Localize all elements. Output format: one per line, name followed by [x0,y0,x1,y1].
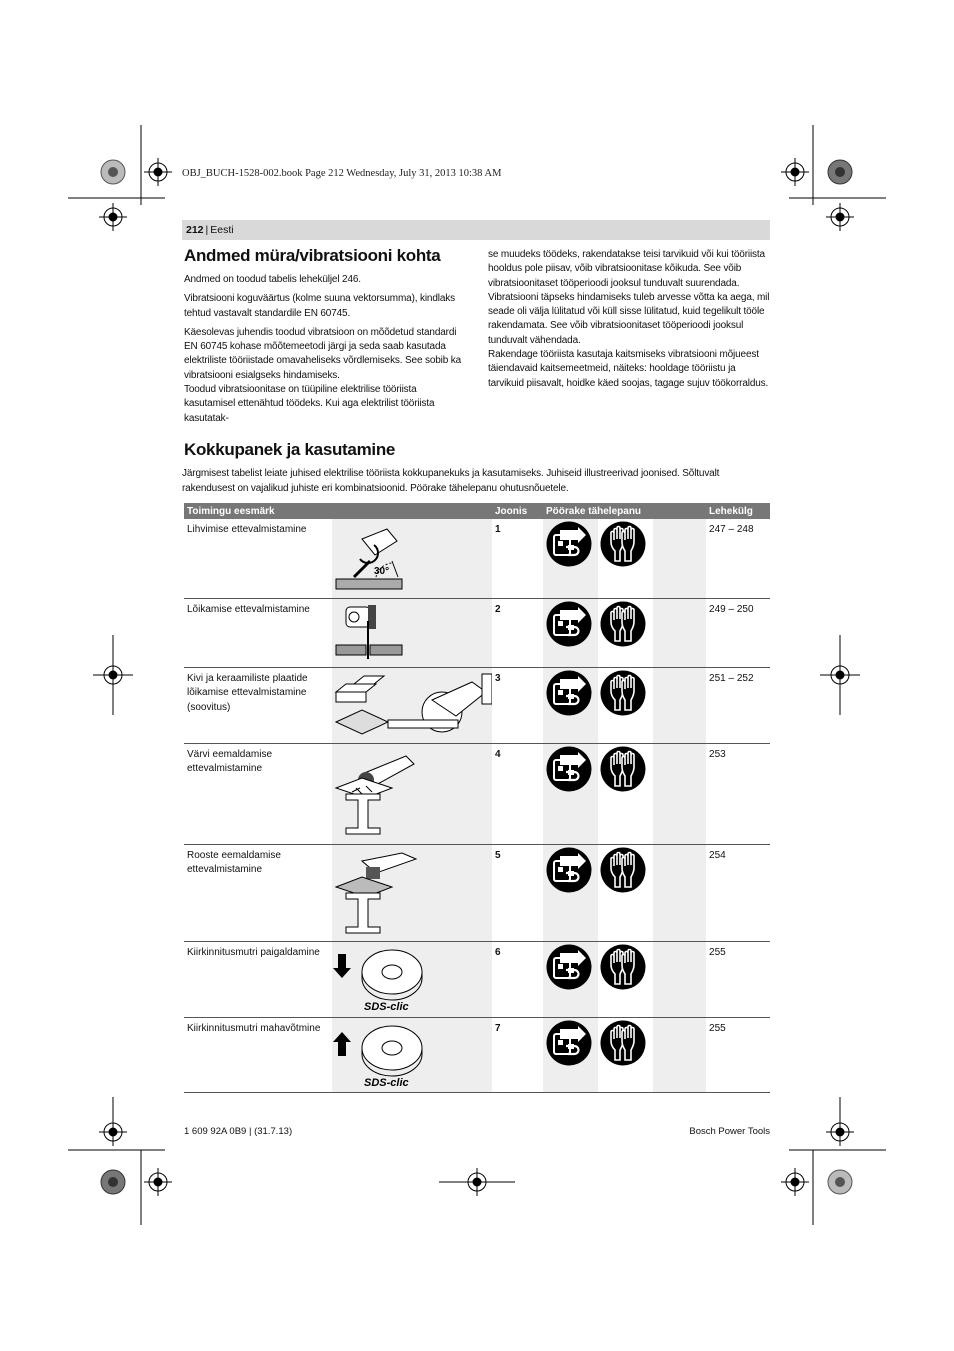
attention-cell-empty [653,941,706,1017]
operation-goal: Lihvimise ettevalmistamine [184,519,332,598]
column-header-goal: Toimingu eesmärk [184,503,492,519]
page-header-bar: 212 | Eesti [182,220,770,240]
paragraph: Toodud vibratsioonitase on tüüpiline elektrilise tööriista kasutamisel ettenähtud töödeks. Kui aga elektrilist tööriista kasutatak- [184,384,435,424]
figure-illustration [332,667,492,743]
page-reference: 254 [706,844,770,941]
section-title-noise-vibration: Andmed müra/vibratsiooni kohta [184,246,441,265]
attention-cell [543,743,598,844]
figure-number: 4 [492,743,543,844]
figure-illustration [332,844,492,941]
attention-cell [598,1017,653,1092]
unplug-icon [546,847,592,893]
footer-brand: Bosch Power Tools [689,1126,770,1137]
table-row [184,1017,770,1092]
page-number: 212 [186,224,204,236]
paragraph: Käesolevas juhendis toodud vibratsioon on mõõdetud standardi EN 60745 kohase mõõtemeetodi järgi ja seda saab kasutada elektriliste tööriistade omavaheliseks võrdlemiseks. See sobib ka vibratsiooni esialgseks hindamiseks. [184,326,462,381]
attention-cell [543,941,598,1017]
paragraph: se muudeks töödeks, rakendatakse teisi tarvikuid või kui tööriista hooldus pole piisav, võib vibratsioonitase kõikuda. See võib vibratsioonitaset tööperioodi jooksul tunduvalt suurendada. [488,249,765,289]
figure-illustration [332,743,492,844]
table-row [184,519,770,598]
table-header-row [184,503,770,519]
section2-intro: Järgmisest tabelist leiate juhised elektrilise tööriista kokkupanekuks ja kasutamiseks. Juhiseid illustreerivad joonised. Sõltuvalt rakendusest on vajalikud juhiste eri kombinatsioonid. Pöörake tähelepanu ohutusnõuetele. [182,468,720,494]
protective-gloves-icon [600,1020,646,1066]
operation-goal: Rooste eemaldamise ettevalmistamine [184,844,332,941]
attention-cell [543,598,598,667]
page-reference: 253 [706,743,770,844]
operation-goal: Lõikamise ettevalmistamine [184,598,332,667]
operation-goal: Kiirkinnitusmutri mahavõtmine [184,1017,332,1092]
grinding-illustration-icon [332,521,492,593]
page-reference: 255 [706,941,770,1017]
attention-cell-empty [653,743,706,844]
unplug-icon [546,670,592,716]
paragraph: Rakendage tööriista kasutaja kaitsmiseks vibratsiooni mõjueest täiendavaid kaitsemeetmeid, näiteks: hooldage tööriistu ja tarvikuid piisavalt, hoidke käed soojas, tagage sujuv töökorraldus. [488,349,769,389]
attention-cell [543,1017,598,1092]
unplug-icon [546,521,592,567]
unplug-icon [546,746,592,792]
sds-clic-label: SDS-clic [364,1076,409,1089]
figure-illustration [332,941,492,1017]
unplug-icon [546,1020,592,1066]
attention-cell [598,598,653,667]
sds-clic-label: SDS-clic [364,1000,409,1013]
figure-number: 2 [492,598,543,667]
attention-cell [598,743,653,844]
figure-number: 6 [492,941,543,1017]
figure-illustration [332,519,492,598]
angle-label: 30° [374,566,390,577]
attention-cell-empty [653,667,706,743]
protective-gloves-icon [600,746,646,792]
section1-left-column [184,273,466,426]
section-title-assembly: Kokkupanek ja kasutamine [184,440,396,459]
column-header-page: Lehekülg [706,503,770,519]
figure-number: 3 [492,667,543,743]
page-reference: 247 – 248 [706,519,770,598]
page-language: Eesti [210,224,234,236]
table-row [184,667,770,743]
protective-gloves-icon [600,601,646,647]
attention-cell [598,519,653,598]
figure-illustration [332,598,492,667]
paragraph: Vibratsiooni koguväärtus (kolme suuna vektorsumma), kindlaks tehtud vastavalt standardile EN 60745. [184,293,455,319]
attention-cell [598,667,653,743]
attention-cell-empty [653,1017,706,1092]
protective-gloves-icon [600,521,646,567]
unplug-icon [546,944,592,990]
column-header-attention: Pöörake tähelepanu [543,503,706,519]
unplug-icon [546,601,592,647]
attention-cell-empty [653,598,706,667]
figure-number: 5 [492,844,543,941]
attention-cell [543,844,598,941]
operation-goal: Värvi eemaldamise ettevalmistamine [184,743,332,844]
table-row [184,743,770,844]
figure-illustration [332,1017,492,1092]
attention-cell [598,941,653,1017]
table-row [184,844,770,941]
operation-goal: Kiirkinnitusmutri paigaldamine [184,941,332,1017]
figure-number: 7 [492,1017,543,1092]
section1-right-column [488,248,770,391]
nut-mount-illustration-icon [332,944,492,1014]
page-reference: 249 – 250 [706,598,770,667]
protective-gloves-icon [600,670,646,716]
paragraph: Vibratsiooni täpseks hindamiseks tuleb arvesse võtta ka aega, mil seade oli välja lülitatud või küll sisse lülitatud, kuid tegelikult tööle rakendamata. See võib vibratsioonitaset tööperioodi jooksul tunduvalt vähendada. [488,291,770,346]
attention-cell-empty [653,844,706,941]
protective-gloves-icon [600,944,646,990]
attention-cell-empty [653,519,706,598]
print-header: OBJ_BUCH-1528-002.book Page 212 Wednesday, July 31, 2013 10:38 AM [182,168,502,179]
assembly-operations-table [184,503,770,1093]
rust-removal-illustration-icon [332,847,492,939]
cutting-illustration-icon [332,601,492,663]
table-row [184,598,770,667]
protective-gloves-icon [600,847,646,893]
nut-remove-illustration-icon [332,1020,492,1090]
stone-cutting-illustration-icon [332,670,492,740]
paragraph: Andmed on toodud tabelis leheküljel 246. [184,274,361,285]
attention-cell [543,667,598,743]
operation-goal: Kivi ja keraamiliste plaatide lõikamise ettevalmistamine (soovitus) [184,667,332,743]
attention-cell [598,844,653,941]
paint-removal-illustration-icon [332,746,492,842]
table-row [184,941,770,1017]
footer-document-number: 1 609 92A 0B9 | (31.7.13) [184,1126,293,1137]
page-reference: 251 – 252 [706,667,770,743]
page-reference: 255 [706,1017,770,1092]
column-header-figure: Joonis [492,503,543,519]
figure-number: 1 [492,519,543,598]
attention-cell [543,519,598,598]
